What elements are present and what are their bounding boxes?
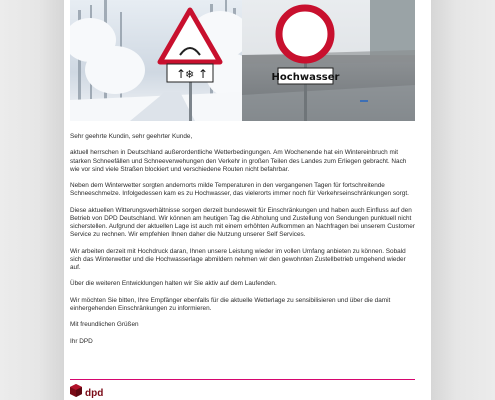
- svg-text:↑: ↑: [176, 67, 187, 81]
- hochwasser-sign-text: Hochwasser: [271, 72, 340, 83]
- paragraph-4: Wir arbeiten derzeit mit Hochdruck daran, Ihnen unsere Leistung wieder im vollen Umfang anbieten zu können. Sobald sich das Winterwetter und die Hochwasserlage abmildern nehmen wir den gewohnten Zustellbetrieb umgehend wieder auf.: [70, 247, 406, 271]
- dpd-cube-icon: [70, 384, 82, 400]
- background-right: [431, 0, 495, 400]
- paragraph-6: Wir möchten Sie bitten, Ihre Empfänger ebenfalls für die aktuelle Wetterlage zu sensibilisieren und über die damit einhergehenden Einschränkungen zu informieren.: [70, 296, 391, 312]
- background-left: [0, 0, 64, 400]
- email-message: [70, 133, 416, 354]
- paragraph-1: aktuell herrschen in Deutschland außerordentliche Wetterbedingungen. Am Wochenende hat ein Wintereinbruch mit starken Schneefällen und Schneeverwehungen den Verkehr in großen Teilen des Landes zum Erliegen gebracht. Nach wie vor sind viele Straßen blockiert und verschiedene Routen nicht befahrbar.: [70, 149, 407, 173]
- footer-divider: [70, 379, 415, 380]
- svg-text:↑: ↑: [198, 67, 209, 81]
- hero-image: [70, 0, 415, 121]
- dpd-logo: [70, 385, 103, 400]
- paragraph-2: Neben dem Winterwetter sorgten andernorts milde Temperaturen in den vergangenen Tagen für fortschreitende Schneeschmelze. Infolgedessen kam es zu Hochwasser, das vielerorts immer noch für Verkehrseinschränkungen sorgt.: [70, 182, 409, 198]
- signature: Ihr DPD: [70, 337, 93, 345]
- closing: Mit freundlichen Grüßen: [70, 321, 139, 329]
- email-body: [64, 0, 431, 400]
- dpd-wordmark: dpd: [85, 387, 104, 399]
- paragraph-5: Über die weiteren Entwicklungen halten wir Sie aktiv auf dem Laufenden.: [70, 280, 277, 288]
- paragraph-3: Diese aktuellen Witterungsverhältnisse sorgen derzeit bundesweit für Einschränkungen und haben auch Einfluss auf den Betrieb von DPD Deutschland. Wir können am heutigen Tag die Abholung und Zustellung von Sendungen punktuell nicht sicherstellen. Aufgrund der aktuellen Lage ist auch mit einem erhöhten Aufkommen an Nachfragen bei unserem Customer Service zu rechnen. Wir empfehlen Ihnen daher die Nutzung unserer Self Services.: [70, 206, 415, 239]
- greeting: Sehr geehrte Kundin, sehr geehrter Kunde,: [70, 133, 193, 140]
- svg-text:❄: ❄: [185, 68, 195, 81]
